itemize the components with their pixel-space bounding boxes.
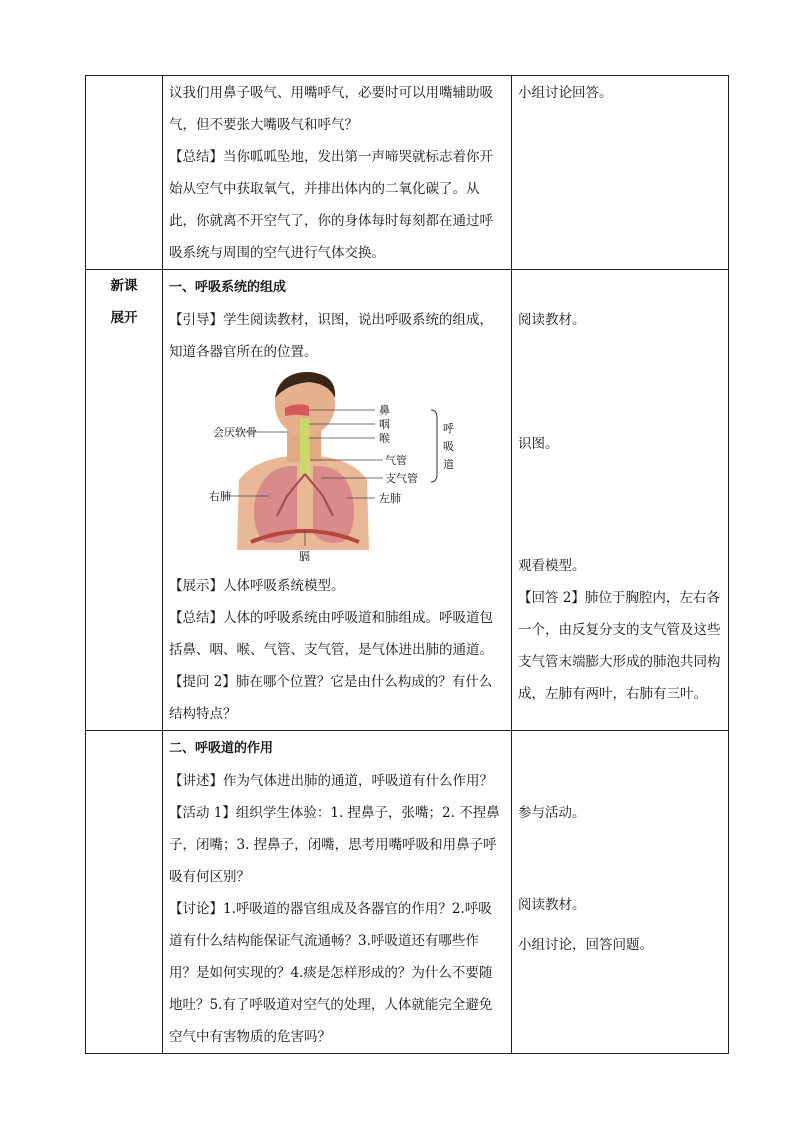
section-label-cell — [86, 731, 163, 1054]
left-lung-label: 左肺 — [379, 492, 401, 505]
respiratory-system-figure — [169, 370, 505, 570]
student-text: 阅读教材。 — [518, 897, 586, 913]
airway-label: 道 — [443, 458, 454, 471]
teacher-activity-cell — [163, 76, 512, 270]
trachea-label: 气管 — [385, 454, 407, 467]
show-text: 【展示】人体呼吸系统模型。 — [169, 578, 345, 594]
student-text: 观看模型。 — [518, 558, 586, 574]
student-activity-cell — [512, 731, 729, 1054]
section-label-cell — [86, 76, 163, 270]
respiratory-system-diagram — [169, 370, 505, 570]
section-label-cell — [86, 270, 163, 731]
guide-text: 【引导】学生阅读教材，识图，说出呼吸系统的组成，知道各器官所在的位置。 — [169, 312, 493, 360]
lesson-plan-table — [85, 75, 729, 1054]
teacher-text: 议我们用鼻子吸气、用嘴呼气，必要时可以用嘴辅助吸气，但不要张大嘴吸气和呼气？ — [169, 85, 493, 133]
table-row — [86, 731, 729, 1054]
activity-text: 【活动 1】组织学生体验：1. 捏鼻子，张嘴；2. 不捏鼻子，闭嘴；3. 捏鼻子，闭嘴，思考用嘴呼吸和用鼻子呼吸有何区别？ — [169, 805, 500, 885]
lecture-text: 【讲述】作为气体进出肺的通道，呼吸道有什么作用？ — [169, 773, 493, 789]
nose-label: 鼻 — [379, 404, 390, 417]
summary-text: 【总结】人体的呼吸系统由呼吸道和肺组成。呼吸道包括鼻、咽、喉、气管、支气管，是气体进出肺的通道。 — [169, 610, 493, 658]
student-text: 参与活动。 — [518, 805, 586, 821]
section-heading: 二、呼吸道的作用 — [169, 741, 274, 756]
airway-label: 呼 — [443, 422, 454, 435]
airway-label: 吸 — [443, 440, 454, 453]
epiglottis-label: 会厌软骨 — [213, 426, 257, 439]
section-label: 展开 — [110, 310, 138, 326]
student-activity-cell — [512, 76, 729, 270]
bronchus-label: 支气管 — [385, 472, 418, 485]
summary-text: 【总结】当你呱呱坠地，发出第一声啼哭就标志着你开始从空气中获取氧气，并排出体内的二氧化碳了。从此，你就离不开空气了，你的身体每时每刻都在通过呼吸系统与周围的空气进行气体交换。 — [169, 149, 493, 261]
section-label: 新课 — [110, 278, 138, 294]
section-heading: 一、呼吸系统的组成 — [169, 280, 287, 295]
student-text: 阅读教材。 — [518, 312, 586, 328]
diaphragm-label: 膈 — [299, 550, 310, 563]
right-lung-label: 右肺 — [209, 490, 231, 503]
discussion-text: 【讨论】1.呼吸道的器官组成及各器官的作用？2.呼吸道有什么结构能保证气流通畅？3.呼吸道还有哪些作用？是如何实现的？4.痰是怎样形成的？为什么不要随地吐？5.有了呼吸道对空气的处理，人体就能完全避免空气中有害物质的危害吗？ — [169, 901, 493, 1045]
pharynx-label: 咽 — [379, 418, 390, 431]
table-row — [86, 270, 729, 731]
teacher-activity-cell — [163, 270, 512, 731]
student-text: 识图。 — [518, 436, 559, 452]
larynx-label: 喉 — [379, 432, 390, 445]
teacher-activity-cell — [163, 731, 512, 1054]
student-text: 小组讨论回答。 — [518, 85, 613, 101]
table-row — [86, 76, 729, 270]
student-activity-cell — [512, 270, 729, 731]
question-text: 【提问 2】肺在哪个位置？它是由什么构成的？有什么结构特点？ — [169, 674, 493, 722]
student-text: 小组讨论，回答问题。 — [518, 937, 653, 953]
answer-text: 【回答 2】肺位于胸腔内，左右各一个，由反复分支的支气管及这些支气管末端膨大形成的肺泡共同构成，左肺有两叶，右肺有三叶。 — [518, 590, 721, 702]
